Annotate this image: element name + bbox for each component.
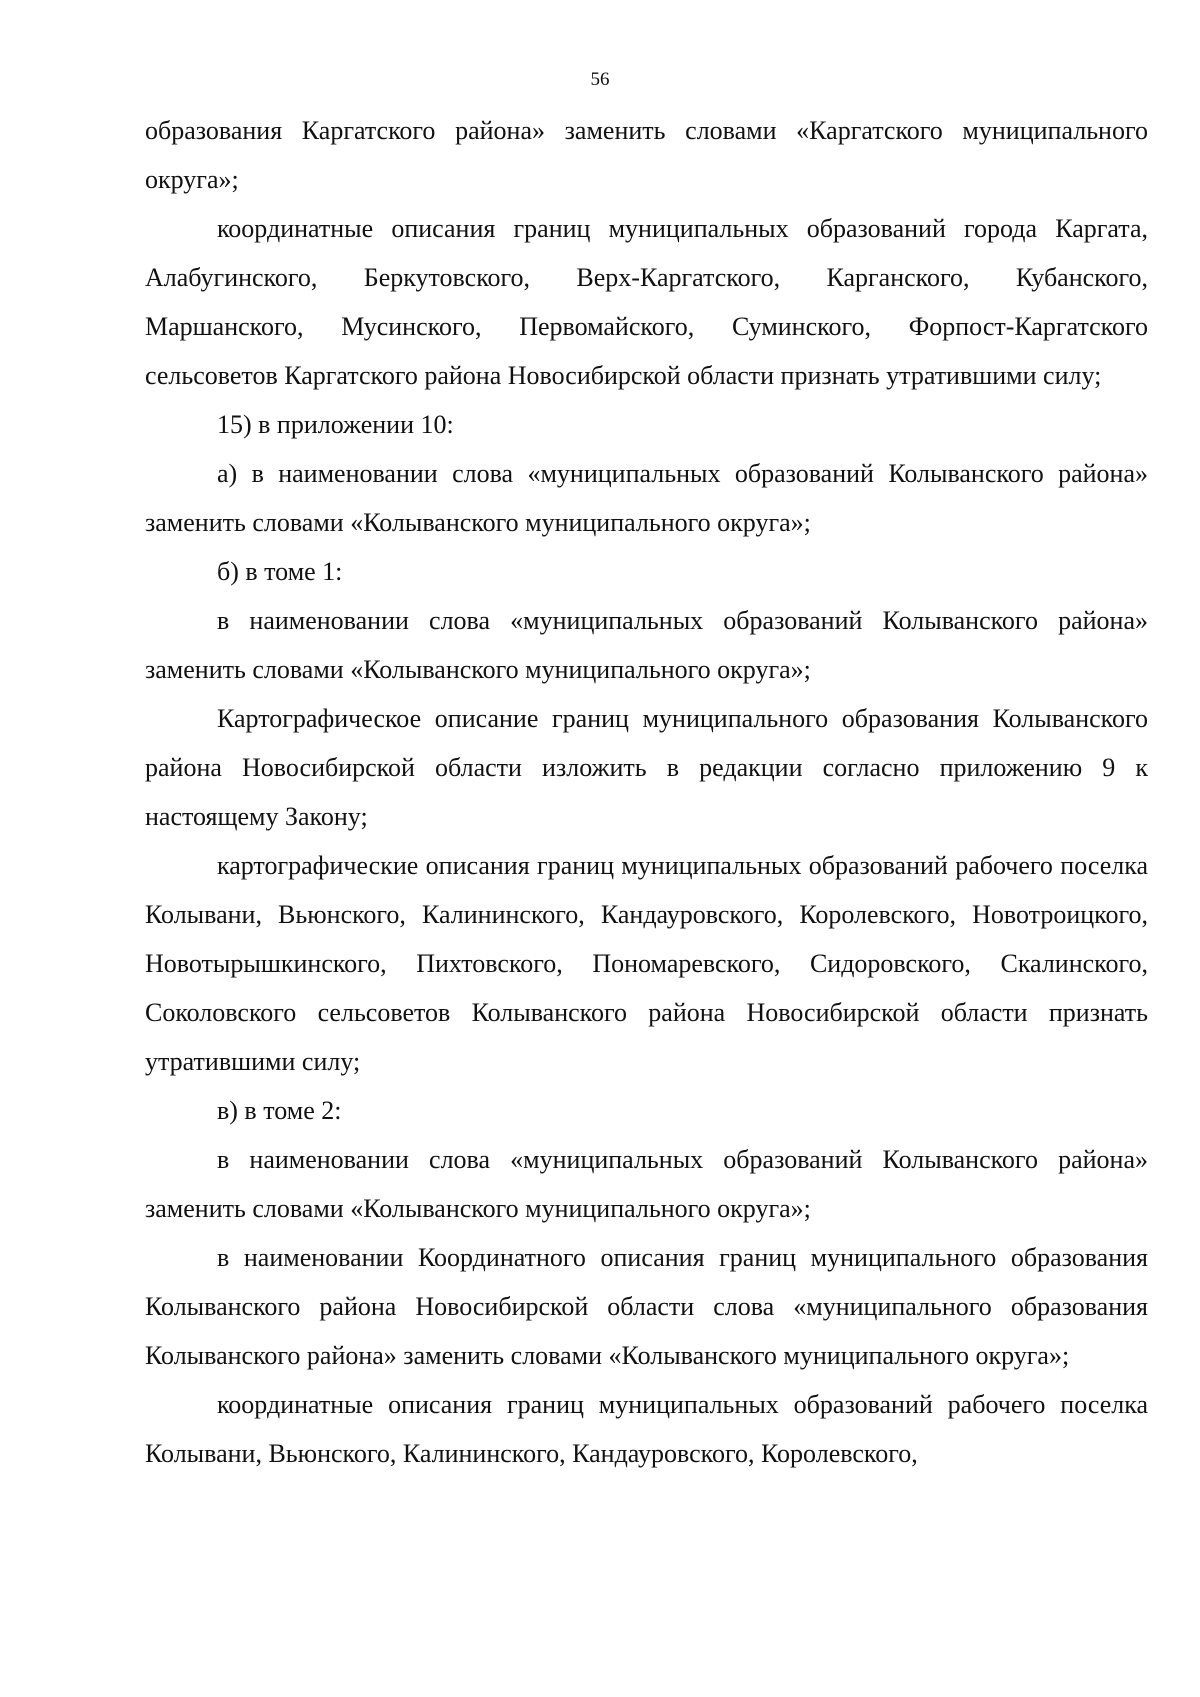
document-body — [145, 106, 1148, 1478]
paragraph-8: картографические описания границ муниципальных образований рабочего поселка Колывани, Вьюнского, Калининского, Кандауровского, Королевского, Новотроицкого, Новотырышкинского, Пихтовского, Пономаревского, Сидоровского, Скалинского, Соколовского сельсоветов Колыванского района Новосибирской области признать утратившими силу; — [145, 851, 1148, 1076]
paragraph-1: образования Каргатского района» заменить словами «Каргатского муниципального округа»; — [145, 116, 1148, 194]
paragraph-4: а) в наименовании слова «муниципальных образований Колыванского района» заменить словами «Колыванского муниципального округа»; — [145, 459, 1148, 537]
paragraph-7: Картографическое описание границ муниципального образования Колыванского района Новосибирской области изложить в редакции согласно приложению 9 к настоящему Закону; — [145, 704, 1148, 831]
paragraph-2: координатные описания границ муниципальных образований города Каргата, Алабугинского, Беркутовского, Верх-Каргатского, Карганского, Кубанского, Маршанского, Мусинского, Первомайского, Суминского, Форпост-Каргатского сельсоветов Каргатского района Новосибирской области признать утратившими силу; — [145, 214, 1148, 390]
paragraph-9: в) в томе 2: — [217, 1096, 342, 1125]
paragraph-5: б) в томе 1: — [217, 557, 343, 586]
paragraph-6: в наименовании слова «муниципальных образований Колыванского района» заменить словами «Колыванского муниципального округа»; — [145, 606, 1148, 684]
page-number: 56 — [590, 69, 610, 90]
paragraph-10: в наименовании слова «муниципальных образований Колыванского района» заменить словами «Колыванского муниципального округа»; — [145, 1145, 1148, 1223]
paragraph-11: в наименовании Координатного описания границ муниципального образования Колыванского района Новосибирской области слова «муниципального образования Колыванского района» заменить словами «Колыванского муниципального округа»; — [145, 1243, 1148, 1370]
paragraph-12: координатные описания границ муниципальных образований рабочего поселка Колывани, Вьюнского, Калининского, Кандауровского, Королевского, — [145, 1390, 1148, 1468]
paragraph-3: 15) в приложении 10: — [217, 410, 454, 439]
